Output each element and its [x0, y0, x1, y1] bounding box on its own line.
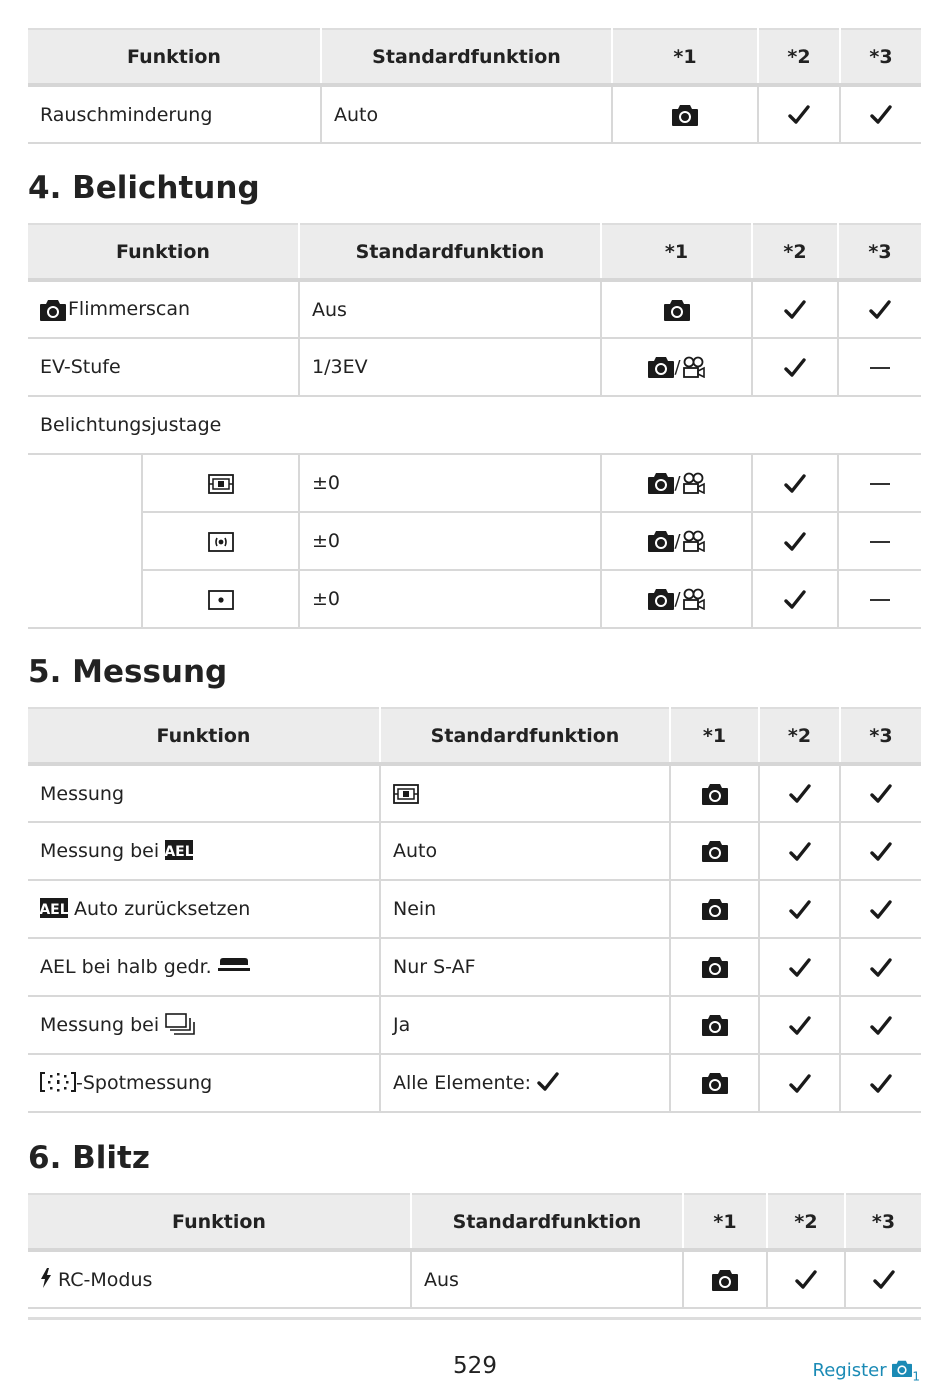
col-header-funktion: Funktion	[28, 708, 380, 764]
table-header-row	[28, 29, 921, 85]
camera-icon	[702, 956, 728, 978]
row-standard: Nur S-AF	[380, 938, 670, 996]
slash: /	[674, 356, 681, 378]
col-header-standardfunktion: Standardfunktion	[411, 1194, 683, 1250]
checkmark-icon	[788, 105, 810, 125]
col-header-standardfunktion: Standardfunktion	[380, 708, 670, 764]
spot-metering-icon	[208, 590, 234, 610]
camera-icon	[648, 472, 674, 494]
table-row	[28, 85, 921, 143]
col-header-funktion: Funktion	[28, 224, 299, 280]
slash: /	[674, 530, 681, 552]
movie-camera-icon	[681, 472, 705, 494]
camera-icon	[702, 783, 728, 805]
row-standard: Auto	[321, 85, 612, 143]
col-header-1: *1	[670, 708, 759, 764]
camera-icon	[648, 356, 674, 378]
row-funktion: Messung	[28, 764, 380, 822]
col-header-funktion: Funktion	[28, 29, 321, 85]
footer-divider	[28, 1317, 921, 1320]
checkmark-icon	[784, 358, 806, 378]
camera-icon	[892, 1360, 912, 1377]
row-standard: ±0	[299, 570, 601, 628]
table-row	[28, 1054, 921, 1112]
table-messung	[28, 707, 921, 1113]
register-sub: 1	[912, 1369, 920, 1384]
row-standard: Auto	[380, 822, 670, 880]
camera-icon	[40, 299, 66, 321]
checkmark-icon	[789, 958, 811, 978]
col-header-3: *3	[845, 1194, 921, 1250]
checkmark-icon	[789, 900, 811, 920]
col-header-funktion: Funktion	[28, 1194, 411, 1250]
checkmark-icon	[873, 1270, 895, 1290]
table-row	[28, 764, 921, 822]
af-target-icon	[40, 1071, 76, 1093]
checkmark-icon	[789, 1016, 811, 1036]
dash-icon	[870, 541, 890, 543]
camera-icon	[712, 1269, 738, 1291]
checkmark-icon	[870, 1074, 892, 1094]
table-row	[28, 280, 921, 338]
table-row	[28, 938, 921, 996]
checkmark-icon	[784, 300, 806, 320]
table-header-row	[28, 1194, 921, 1250]
table-row	[28, 570, 921, 628]
section-title-messung: 5. Messung	[28, 654, 228, 690]
checkmark-icon	[795, 1270, 817, 1290]
row-standard: ±0	[299, 454, 601, 512]
col-header-2: *2	[767, 1194, 845, 1250]
movie-camera-icon	[681, 356, 705, 378]
checkmark-icon	[784, 532, 806, 552]
center-weighted-metering-icon	[208, 532, 234, 552]
row-funktion: Flimmerscan	[68, 298, 191, 321]
row-funktion: AEL bei halb gedr.	[40, 956, 212, 978]
table-header-row	[28, 224, 921, 280]
camera-icon	[648, 530, 674, 552]
row-standard: Nein	[380, 880, 670, 938]
dash-icon	[870, 599, 890, 601]
table-rauschminderung	[28, 28, 921, 144]
row-funktion: Rauschminderung	[28, 85, 321, 143]
row-funktion: EV-Stufe	[28, 338, 299, 396]
checkmark-icon	[789, 784, 811, 804]
camera-icon	[702, 1072, 728, 1094]
row-standard: ±0	[299, 512, 601, 570]
table-belichtung	[28, 223, 921, 629]
checkmark-icon	[870, 900, 892, 920]
section-title-blitz: 6. Blitz	[28, 1140, 150, 1176]
row-funktion: -Spotmessung	[76, 1072, 213, 1094]
ael-icon	[40, 898, 68, 918]
checkmark-icon	[870, 842, 892, 862]
camera-icon	[702, 1014, 728, 1036]
ael-icon	[165, 840, 193, 860]
col-header-2: *2	[758, 29, 840, 85]
checkmark-icon	[789, 1074, 811, 1094]
section-title-belichtung: 4. Belichtung	[28, 170, 260, 206]
col-header-3: *3	[840, 708, 921, 764]
checkmark-icon	[537, 1072, 559, 1092]
row-standard: Aus	[299, 280, 601, 338]
checkmark-icon	[784, 474, 806, 494]
row-funktion: Messung bei	[40, 840, 160, 862]
slash: /	[674, 472, 681, 494]
row-funktion: Messung bei	[40, 1014, 160, 1036]
checkmark-icon	[784, 590, 806, 610]
camera-icon	[648, 588, 674, 610]
sequential-shooting-icon	[165, 1013, 195, 1035]
col-header-1: *1	[683, 1194, 767, 1250]
checkmark-icon	[869, 300, 891, 320]
checkmark-icon	[870, 1016, 892, 1036]
table-row	[28, 512, 921, 570]
slash: /	[674, 588, 681, 610]
table-row	[28, 880, 921, 938]
col-header-standardfunktion: Standardfunktion	[321, 29, 612, 85]
col-header-1: *1	[601, 224, 752, 280]
flash-icon	[40, 1268, 52, 1288]
table-row	[28, 454, 921, 512]
table-header-row	[28, 708, 921, 764]
col-header-1: *1	[612, 29, 758, 85]
col-header-3: *3	[840, 29, 921, 85]
row-funktion: Auto zurücksetzen	[74, 898, 251, 920]
table-row	[28, 1250, 921, 1308]
row-standard: Ja	[380, 996, 670, 1054]
camera-icon	[672, 104, 698, 126]
camera-icon	[664, 299, 690, 321]
row-funktion: Belichtungsjustage	[28, 396, 921, 454]
checkmark-icon	[789, 842, 811, 862]
camera-icon	[702, 840, 728, 862]
checkmark-icon	[870, 958, 892, 978]
row-standard: Aus	[411, 1250, 683, 1308]
table-blitz	[28, 1193, 921, 1309]
register-link[interactable]	[813, 1360, 920, 1384]
table-row	[28, 996, 921, 1054]
register-label[interactable]: Register	[812, 1360, 887, 1381]
col-header-2: *2	[759, 708, 840, 764]
esp-metering-icon	[208, 474, 234, 494]
dash-icon	[870, 483, 890, 485]
col-header-3: *3	[838, 224, 921, 280]
row-funktion: RC-Modus	[58, 1268, 153, 1291]
dash-icon	[870, 367, 890, 369]
movie-camera-icon	[681, 530, 705, 552]
camera-icon	[702, 898, 728, 920]
page-number: 529	[453, 1353, 497, 1379]
esp-metering-icon	[393, 784, 419, 804]
row-standard: Alle Elemente:	[393, 1072, 532, 1094]
checkmark-icon	[870, 105, 892, 125]
table-row	[28, 822, 921, 880]
movie-camera-icon	[681, 588, 705, 610]
table-row	[28, 396, 921, 454]
col-header-standardfunktion: Standardfunktion	[299, 224, 601, 280]
col-header-2: *2	[752, 224, 838, 280]
checkmark-icon	[870, 784, 892, 804]
row-standard: 1/3EV	[299, 338, 601, 396]
table-row	[28, 338, 921, 396]
shutter-half-press-icon	[218, 958, 250, 972]
